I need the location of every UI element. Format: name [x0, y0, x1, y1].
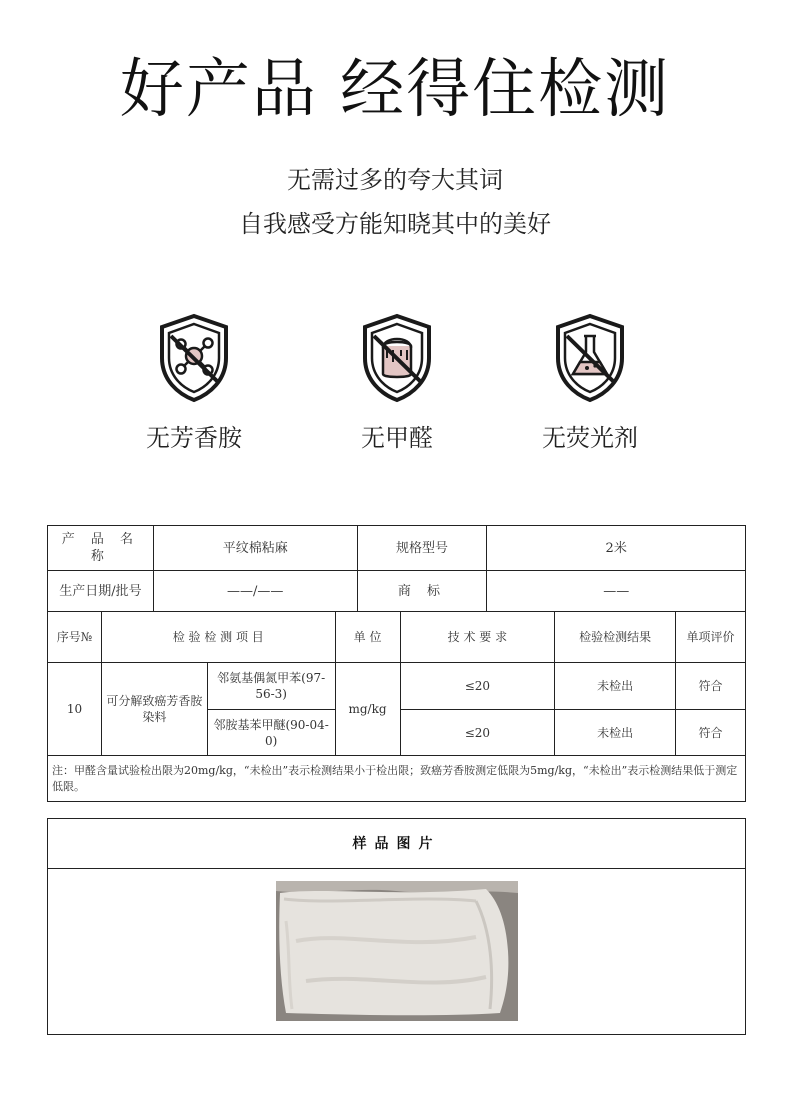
product-name-value: 平纹棉粘麻: [153, 526, 357, 571]
brand-value: ——: [487, 571, 746, 612]
feature-no-fluorescent-agent: [510, 312, 670, 454]
production-date-label: 生产日期/批号: [48, 571, 154, 612]
evaluation-value: 符合: [676, 663, 746, 710]
feature-no-formaldehyde: [317, 312, 477, 454]
table-note: 注：甲醛含量试验检出限为20mg/kg，“未检出”表示检测结果小于检出限；致癌芳香胺测定低限为5mg/kg，“未检出”表示检测结果低于测定低限。: [48, 756, 746, 802]
flask-shield-icon: [550, 312, 630, 404]
header-result: 检验检测结果: [555, 612, 676, 663]
table-row: [48, 663, 746, 710]
product-name-label: 产 品 名 称: [48, 526, 154, 571]
sub-item-value: 邻胺基苯甲醚(90-04-0): [207, 710, 335, 756]
header-evaluation: 单项评价: [676, 612, 746, 663]
spec-label: 规格型号: [357, 526, 487, 571]
sub-item-value: 邻氨基偶氮甲苯(97-56-3): [207, 663, 335, 710]
page-title: 好产品 经得住检测: [119, 53, 671, 127]
unit-value: mg/kg: [335, 663, 400, 756]
paint-bucket-shield-icon: [357, 312, 437, 404]
brand-label: 商 标: [357, 571, 487, 612]
fabric-photo: [276, 881, 518, 1021]
result-value: 未检出: [555, 663, 676, 710]
feature-label: 无荧光剂: [542, 424, 638, 452]
feature-label: 无甲醛: [361, 424, 433, 452]
header-requirement: 技 术 要 求: [400, 612, 555, 663]
seq-value: 10: [48, 663, 102, 756]
category-value: 可分解致癌芳香胺染料: [101, 663, 207, 756]
evaluation-value: 符合: [676, 710, 746, 756]
requirement-value: ≤20: [400, 710, 555, 756]
sample-title: 样品图片: [48, 819, 745, 869]
molecule-shield-icon: [154, 312, 234, 404]
header-seq: 序号№: [48, 612, 102, 663]
header-unit: 单 位: [335, 612, 400, 663]
result-value: 未检出: [555, 710, 676, 756]
subtitle-line-2: 自我感受方能知晓其中的美好: [239, 210, 551, 238]
product-info-table: [47, 525, 746, 612]
requirement-value: ≤20: [400, 663, 555, 710]
header-item: 检 验 检 测 项 目: [101, 612, 335, 663]
production-date-value: ——/——: [153, 571, 357, 612]
feature-label: 无芳香胺: [146, 424, 242, 452]
sample-picture-box: [47, 818, 746, 1035]
feature-no-aromatic-amine: [114, 312, 274, 454]
spec-value: 2米: [487, 526, 746, 571]
subtitle-line-1: 无需过多的夸大其词: [287, 166, 503, 194]
test-results-table: [47, 611, 746, 802]
